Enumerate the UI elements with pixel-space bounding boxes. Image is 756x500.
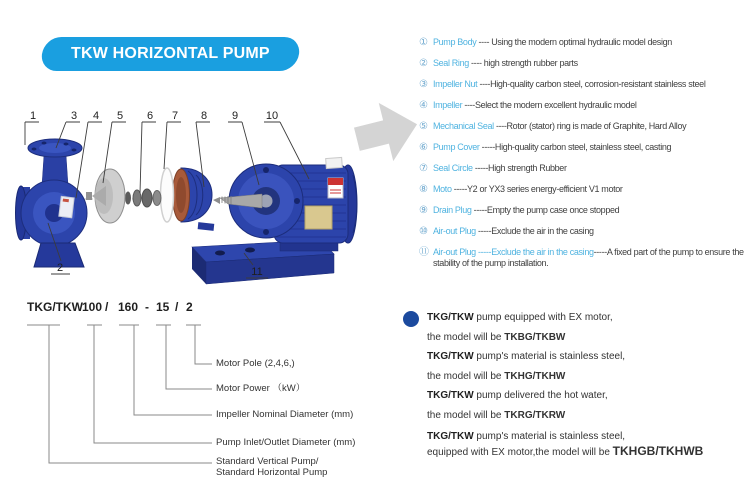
note-text: the model will be bbox=[427, 370, 505, 382]
callout-number: 1 bbox=[29, 110, 37, 122]
pump-body bbox=[16, 139, 88, 267]
part-name: Seal Circle bbox=[433, 163, 473, 173]
part-desc: -----Exclude the air in the casing bbox=[475, 226, 594, 236]
part-name: Impeller Nut bbox=[433, 79, 478, 89]
part-name: Air-out Plug bbox=[433, 226, 476, 236]
part-name: Impeller bbox=[433, 100, 463, 110]
part-desc: -----High strength Rubber bbox=[472, 163, 567, 173]
part-name: Moto bbox=[433, 184, 452, 194]
nomenclature-label: Motor Power （kW） bbox=[216, 383, 306, 394]
parts-list-item bbox=[419, 58, 753, 69]
circled-number: ⑦ bbox=[419, 163, 428, 174]
note-group bbox=[427, 347, 753, 386]
title-banner bbox=[40, 37, 302, 71]
parts-list-item bbox=[419, 226, 753, 237]
part-desc: ---- Using the modern optimal hydraulic model design bbox=[476, 37, 672, 47]
callout-number: 9 bbox=[231, 110, 239, 122]
note-text: the model will be bbox=[427, 331, 505, 343]
circled-number: ⑨ bbox=[419, 205, 428, 216]
callout-number: 2 bbox=[56, 262, 64, 274]
nomenclature-label: Pump Inlet/Outlet Diameter (mm) bbox=[216, 437, 356, 448]
exploded-pump-diagram bbox=[8, 95, 376, 300]
page-title: TKW HORIZONTAL PUMP bbox=[71, 45, 270, 62]
note-text: the model will be bbox=[427, 409, 505, 421]
parts-list-item bbox=[419, 100, 753, 111]
note-group bbox=[427, 386, 753, 425]
mechanical-seal-parts bbox=[125, 189, 161, 207]
model-segment: 2 bbox=[186, 300, 193, 314]
nomenclature-label-line: Standard Horizontal Pump bbox=[216, 467, 328, 478]
nomenclature-label: Impeller Nominal Diameter (mm) bbox=[216, 409, 354, 420]
callout-number: 3 bbox=[70, 110, 78, 122]
parts-list-item bbox=[419, 142, 753, 153]
bullet-dot bbox=[403, 311, 419, 327]
parts-list-item bbox=[419, 205, 753, 216]
model-segment: / bbox=[105, 300, 109, 314]
circled-number: ⑩ bbox=[419, 226, 428, 237]
part-name: Pump Cover bbox=[433, 142, 480, 152]
seal-circle bbox=[161, 168, 174, 222]
note-text: equipped with EX motor,the model will be bbox=[427, 447, 613, 458]
note-text: pump delivered the hot water, bbox=[473, 390, 608, 401]
nomenclature-label-line: Standard Vertical Pump/ bbox=[216, 456, 319, 467]
circled-number: ⑤ bbox=[419, 121, 428, 132]
callout-number: 8 bbox=[200, 110, 208, 122]
model-segment: - bbox=[145, 300, 149, 314]
model-segment: 100 bbox=[82, 300, 103, 314]
nomenclature-label: Motor Pole (2,4,6,) bbox=[216, 358, 295, 369]
note-text: pump equipped with EX motor, bbox=[473, 312, 613, 323]
nomenclature-lines bbox=[20, 317, 220, 489]
parts-list-item bbox=[419, 79, 753, 90]
circled-number: ⑧ bbox=[419, 184, 428, 195]
parts-list-item bbox=[419, 247, 753, 269]
note-group bbox=[427, 429, 753, 460]
callout-number: 5 bbox=[116, 110, 124, 122]
callout-number: 4 bbox=[92, 110, 100, 122]
model-segment: / bbox=[175, 300, 179, 314]
pump-cover bbox=[173, 168, 215, 231]
note-model-code: TKRG/TKRW bbox=[504, 409, 566, 421]
note-model-code: TKHG/TKHW bbox=[504, 370, 566, 382]
callout-number: 6 bbox=[146, 110, 154, 122]
note-lead: TKG/TKW bbox=[427, 312, 474, 323]
circled-number: ④ bbox=[419, 100, 428, 111]
parts-list-item bbox=[419, 37, 753, 48]
callout-number: 11 bbox=[251, 266, 263, 278]
part-desc: ---- high strength rubber parts bbox=[468, 58, 578, 68]
model-segment: 15 bbox=[156, 300, 170, 314]
note-lead: TKG/TKW bbox=[427, 431, 474, 442]
note-group bbox=[427, 308, 753, 347]
parts-list-item bbox=[419, 121, 753, 132]
part-name: Air-out Plug -----Exclude the air in the casing bbox=[433, 247, 594, 257]
note-lead: TKG/TKW bbox=[427, 351, 474, 362]
model-segment: TKG/TKW bbox=[27, 300, 83, 314]
circled-number: ③ bbox=[419, 79, 428, 90]
note-text: pump's material is stainless steel, bbox=[473, 431, 626, 442]
nomenclature-label bbox=[216, 456, 327, 478]
part-name: Seal Ring bbox=[433, 58, 469, 68]
right-arrow-icon bbox=[346, 92, 426, 176]
part-desc: ----Rotor (stator) ring is made of Graphite, Hard Alloy bbox=[493, 121, 687, 131]
part-desc: -----Empty the pump case once stopped bbox=[471, 205, 620, 215]
part-name: Pump Body bbox=[433, 37, 477, 47]
part-name: Mechanical Seal bbox=[433, 121, 494, 131]
parts-list-item bbox=[419, 184, 753, 195]
note-lead: TKG/TKW bbox=[427, 390, 474, 401]
motor-white-label bbox=[326, 157, 343, 168]
parts-list-item bbox=[419, 163, 753, 174]
motor-nameplate bbox=[305, 206, 332, 229]
note-model-code: TKBG/TKBW bbox=[504, 331, 566, 343]
model-segment: 160 bbox=[118, 300, 139, 314]
circled-number: ⑪ bbox=[419, 247, 429, 258]
callout-number: 7 bbox=[171, 110, 179, 122]
circled-number: ⑥ bbox=[419, 142, 428, 153]
part-desc: -----High-quality carbon steel, stainless steel, casting bbox=[479, 142, 672, 152]
callout-number: 10 bbox=[265, 110, 279, 122]
note-text: pump's material is stainless steel, bbox=[473, 351, 626, 362]
circled-number: ② bbox=[419, 58, 428, 69]
notes bbox=[427, 308, 753, 460]
part-desc: ----Select the modern excellent hydraulic model bbox=[462, 100, 637, 110]
note-model-code: TKHGB/TKHWB bbox=[612, 444, 704, 458]
part-name: Drain Plug bbox=[433, 205, 472, 215]
part-desc: ----High-quality carbon steel, corrosion-resistant stainless steel bbox=[477, 79, 706, 89]
part-desc: -----A fixed part of the pump to ensure the stability of the pump installation. bbox=[433, 247, 744, 268]
parts-list bbox=[419, 37, 753, 279]
circled-number: ① bbox=[419, 37, 428, 48]
part-desc: -----Y2 or YX3 series energy-efficient V1 motor bbox=[451, 184, 623, 194]
